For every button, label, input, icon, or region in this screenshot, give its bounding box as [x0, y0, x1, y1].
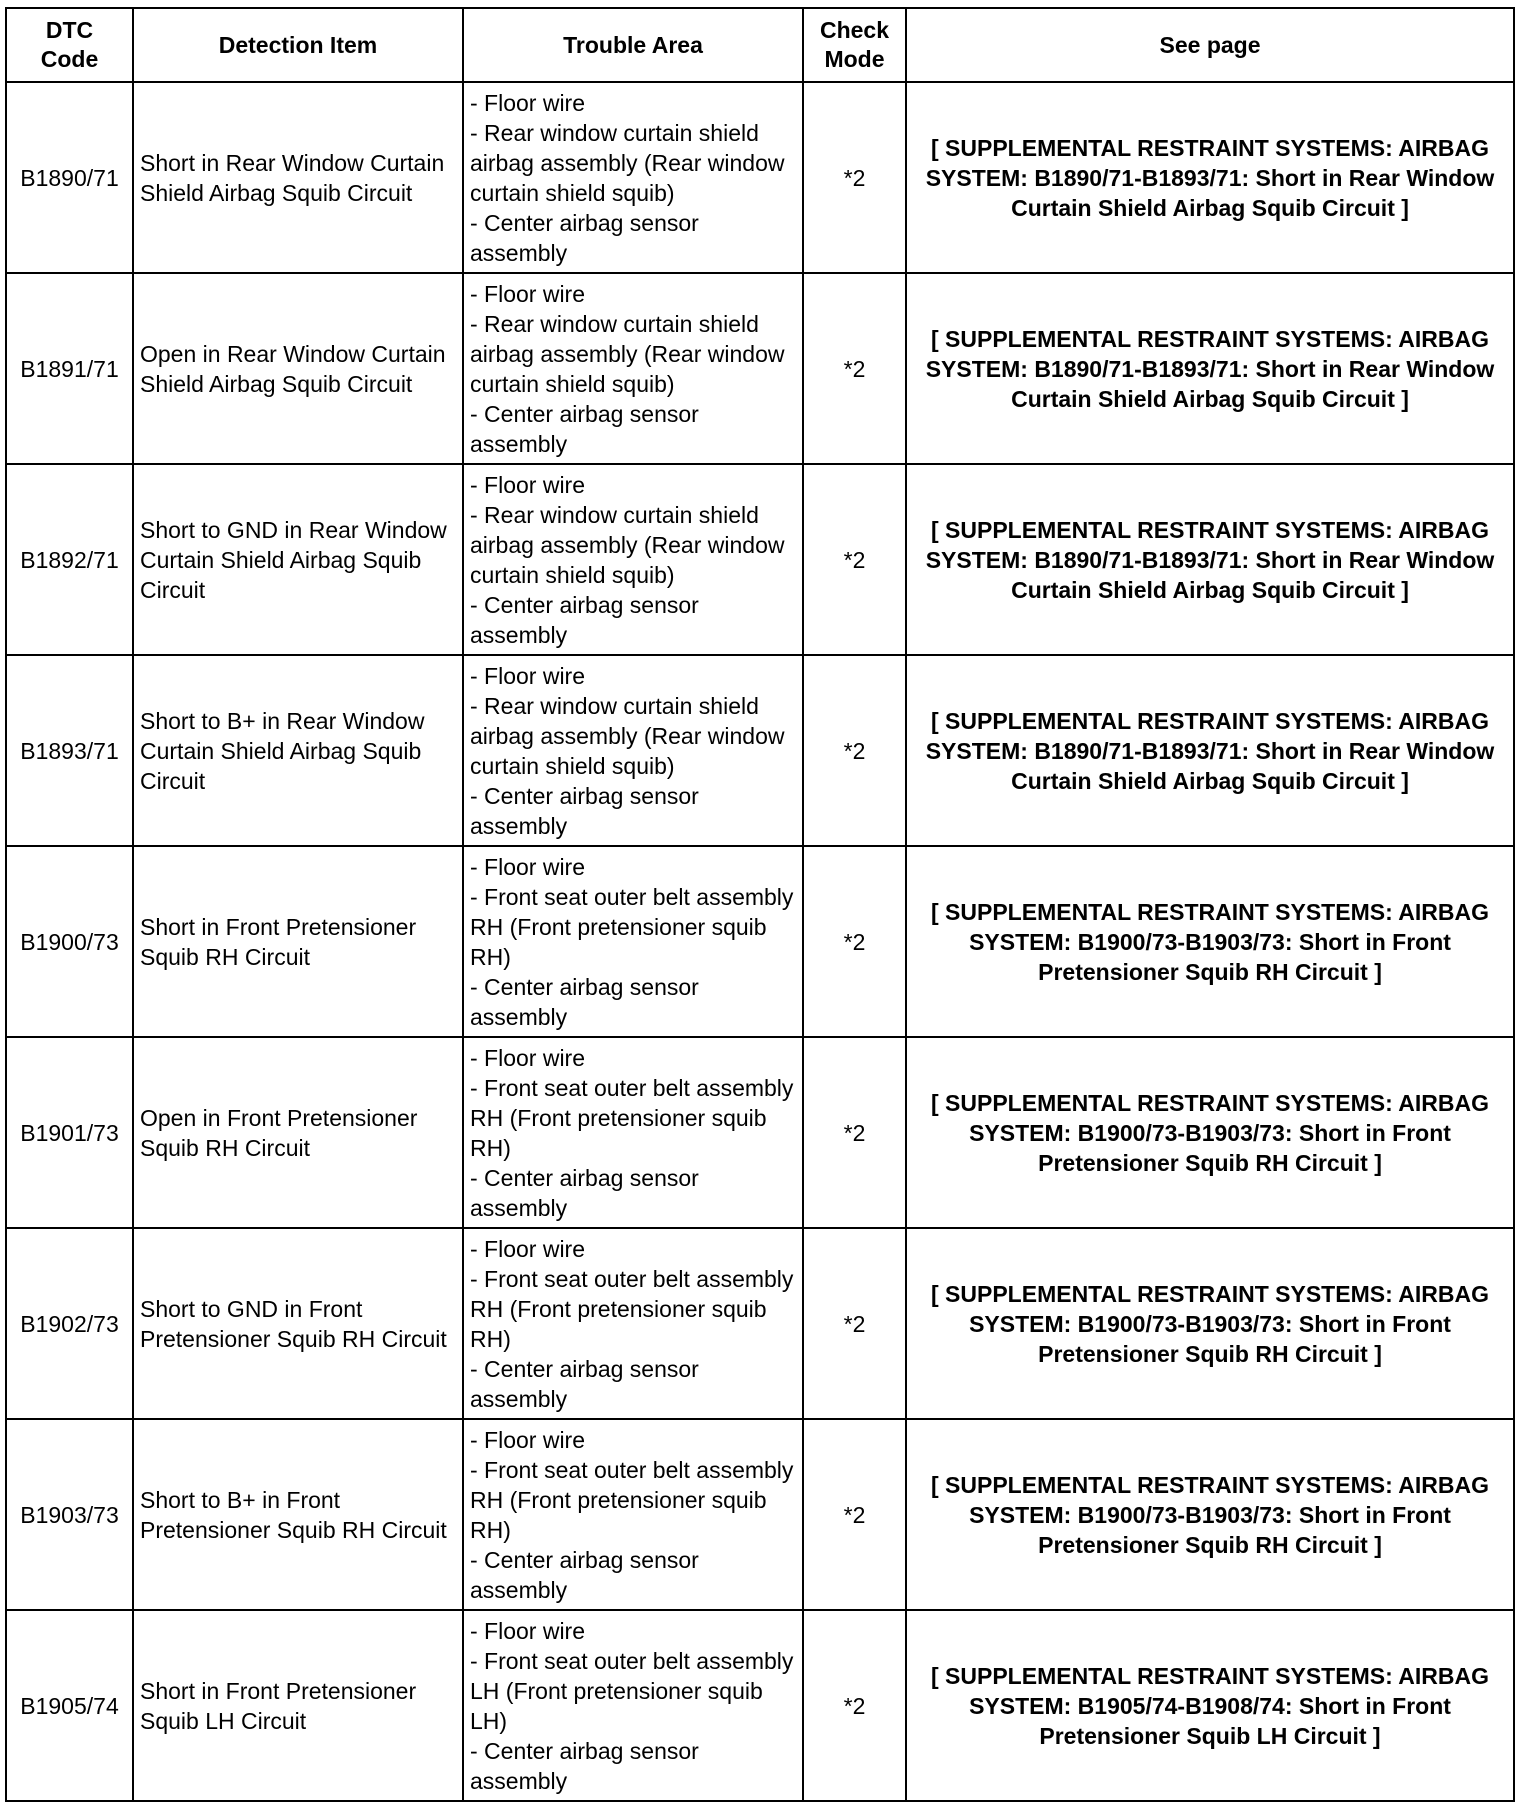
see-page-cell: [ SUPPLEMENTAL RESTRAINT SYSTEMS: AIRBAG SYSTEM: B1890/71-B1893/71: Short in Rear Window Curtain Shield Airbag Squib Circuit ] — [906, 655, 1514, 846]
header-trouble-area: Trouble Area — [463, 8, 803, 82]
see-page-cell: [ SUPPLEMENTAL RESTRAINT SYSTEMS: AIRBAG SYSTEM: B1890/71-B1893/71: Short in Rear Window Curtain Shield Airbag Squib Circuit ] — [906, 82, 1514, 273]
detection-item-cell: Short to GND in Rear Window Curtain Shield Airbag Squib Circuit — [133, 464, 463, 655]
table-row — [6, 846, 1514, 1037]
trouble-area-cell: - Floor wire - Rear window curtain shield airbag assembly (Rear window curtain shield squib) - Center airbag sensor assembly — [463, 464, 803, 655]
trouble-area-cell: - Floor wire - Front seat outer belt assembly RH (Front pretensioner squib RH) - Center airbag sensor assembly — [463, 1037, 803, 1228]
trouble-area-cell: - Floor wire - Front seat outer belt assembly LH (Front pretensioner squib LH) - Center airbag sensor assembly — [463, 1610, 803, 1801]
header-check-mode-line1: Check — [819, 17, 890, 43]
detection-item-cell: Short to GND in Front Pretensioner Squib RH Circuit — [133, 1228, 463, 1419]
detection-item-cell: Short in Front Pretensioner Squib RH Circuit — [133, 846, 463, 1037]
table-row — [6, 1610, 1514, 1801]
check-mode-cell: *2 — [803, 1037, 906, 1228]
dtc-code-cell: B1902/73 — [6, 1228, 133, 1419]
header-see-page: See page — [906, 8, 1514, 82]
table-row — [6, 1037, 1514, 1228]
see-page-cell: [ SUPPLEMENTAL RESTRAINT SYSTEMS: AIRBAG SYSTEM: B1900/73-B1903/73: Short in Front Pretensioner Squib RH Circuit ] — [906, 846, 1514, 1037]
header-dtc-code-line2: Code — [40, 46, 99, 72]
check-mode-cell: *2 — [803, 1610, 906, 1801]
dtc-code-cell: B1891/71 — [6, 273, 133, 464]
header-row — [6, 8, 1514, 82]
check-mode-cell: *2 — [803, 655, 906, 846]
detection-item-cell: Open in Front Pretensioner Squib RH Circuit — [133, 1037, 463, 1228]
see-page-cell: [ SUPPLEMENTAL RESTRAINT SYSTEMS: AIRBAG SYSTEM: B1890/71-B1893/71: Short in Rear Window Curtain Shield Airbag Squib Circuit ] — [906, 464, 1514, 655]
see-page-cell: [ SUPPLEMENTAL RESTRAINT SYSTEMS: AIRBAG SYSTEM: B1890/71-B1893/71: Short in Rear Window Curtain Shield Airbag Squib Circuit ] — [906, 273, 1514, 464]
dtc-code-cell: B1900/73 — [6, 846, 133, 1037]
table-row — [6, 655, 1514, 846]
detection-item-cell: Open in Rear Window Curtain Shield Airbag Squib Circuit — [133, 273, 463, 464]
check-mode-cell: *2 — [803, 273, 906, 464]
table-header — [6, 8, 1514, 82]
header-check-mode-line2: Mode — [824, 46, 885, 72]
trouble-area-cell: - Floor wire - Rear window curtain shield airbag assembly (Rear window curtain shield squib) - Center airbag sensor assembly — [463, 273, 803, 464]
trouble-area-cell: - Floor wire - Front seat outer belt assembly RH (Front pretensioner squib RH) - Center airbag sensor assembly — [463, 1228, 803, 1419]
table-body — [6, 82, 1514, 1801]
header-dtc-code-line1: DTC — [45, 17, 94, 43]
detection-item-cell: Short to B+ in Rear Window Curtain Shield Airbag Squib Circuit — [133, 655, 463, 846]
dtc-code-cell: B1892/71 — [6, 464, 133, 655]
dtc-code-cell: B1890/71 — [6, 82, 133, 273]
detection-item-cell: Short in Rear Window Curtain Shield Airbag Squib Circuit — [133, 82, 463, 273]
check-mode-cell: *2 — [803, 1419, 906, 1610]
check-mode-cell: *2 — [803, 1228, 906, 1419]
table-row — [6, 273, 1514, 464]
dtc-code-cell: B1905/74 — [6, 1610, 133, 1801]
dtc-code-cell: B1901/73 — [6, 1037, 133, 1228]
dtc-code-cell: B1903/73 — [6, 1419, 133, 1610]
trouble-area-cell: - Floor wire - Front seat outer belt assembly RH (Front pretensioner squib RH) - Center airbag sensor assembly — [463, 1419, 803, 1610]
table-row — [6, 82, 1514, 273]
dtc-table — [5, 7, 1515, 1802]
see-page-cell: [ SUPPLEMENTAL RESTRAINT SYSTEMS: AIRBAG SYSTEM: B1900/73-B1903/73: Short in Front Pretensioner Squib RH Circuit ] — [906, 1037, 1514, 1228]
table-row — [6, 1419, 1514, 1610]
detection-item-cell: Short to B+ in Front Pretensioner Squib RH Circuit — [133, 1419, 463, 1610]
check-mode-cell: *2 — [803, 464, 906, 655]
trouble-area-cell: - Floor wire - Rear window curtain shield airbag assembly (Rear window curtain shield squib) - Center airbag sensor assembly — [463, 82, 803, 273]
see-page-cell: [ SUPPLEMENTAL RESTRAINT SYSTEMS: AIRBAG SYSTEM: B1905/74-B1908/74: Short in Front Pretensioner Squib LH Circuit ] — [906, 1610, 1514, 1801]
table-row — [6, 464, 1514, 655]
header-check-mode — [803, 8, 906, 82]
header-dtc-code — [6, 8, 133, 82]
trouble-area-cell: - Floor wire - Rear window curtain shield airbag assembly (Rear window curtain shield squib) - Center airbag sensor assembly — [463, 655, 803, 846]
header-detection-item: Detection Item — [133, 8, 463, 82]
check-mode-cell: *2 — [803, 82, 906, 273]
check-mode-cell: *2 — [803, 846, 906, 1037]
trouble-area-cell: - Floor wire - Front seat outer belt assembly RH (Front pretensioner squib RH) - Center airbag sensor assembly — [463, 846, 803, 1037]
dtc-code-cell: B1893/71 — [6, 655, 133, 846]
see-page-cell: [ SUPPLEMENTAL RESTRAINT SYSTEMS: AIRBAG SYSTEM: B1900/73-B1903/73: Short in Front Pretensioner Squib RH Circuit ] — [906, 1228, 1514, 1419]
detection-item-cell: Short in Front Pretensioner Squib LH Circuit — [133, 1610, 463, 1801]
table-row — [6, 1228, 1514, 1419]
see-page-cell: [ SUPPLEMENTAL RESTRAINT SYSTEMS: AIRBAG SYSTEM: B1900/73-B1903/73: Short in Front Pretensioner Squib RH Circuit ] — [906, 1419, 1514, 1610]
